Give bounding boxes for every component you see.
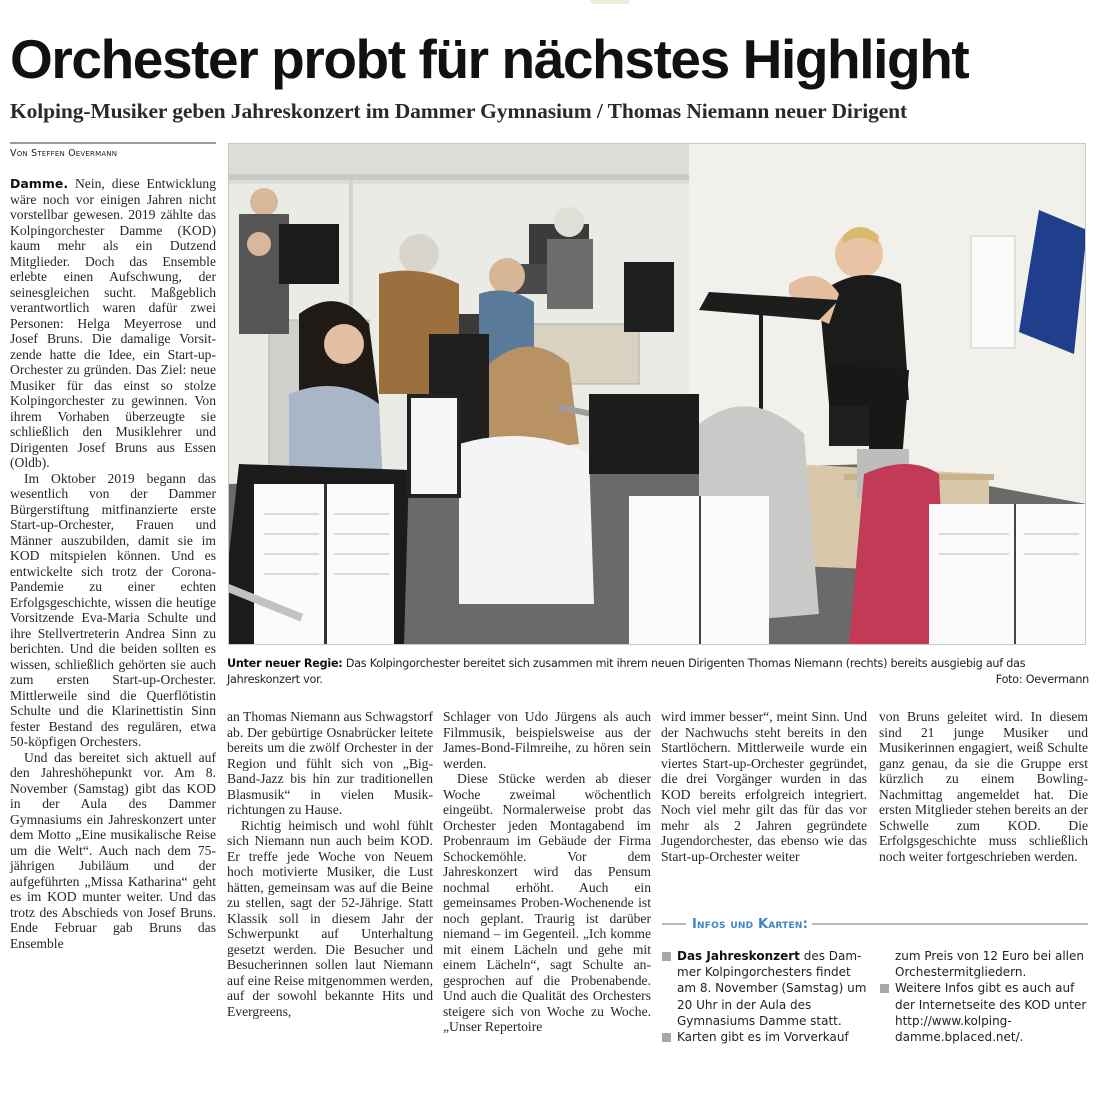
- paragraph: Diese Stücke werden ab dieser Woche zweimal wöchentlich eingeübt. Normalerweise probt das Orchester jeden Montagabend im Probenraum im Gebäude der Firma Schockemöhle. Vor dem Jahreskonzert wird das Pensum nochmal erhöht. Auch ein gemeinsames Proben-Wochenende ist noch geplant. Traurig ist darüber niemand – im Gegenteil. „Ich komme mit einem Lächeln und gehe mit einem Lächeln“, sagt Schulte angesprochen auf die Probenabende. Und auch die Qualität des Orchesters steigere sich von Woche zu Woche. „Unser Repertoire: [443, 771, 651, 1034]
- square-bullet-icon: [880, 984, 889, 993]
- subheadline: Kolping-Musiker geben Jahreskonzert im Dammer Gymnasium / Thomas Niemann neuer Dirigent: [10, 99, 908, 123]
- paragraph: Schlager von Udo Jürgens als auch Filmmusik, beispielsweise aus der James-Bond-Filmreihe, zu hören sein werden.: [443, 709, 651, 771]
- rehearsal-photo-illustration: [229, 144, 1086, 645]
- paragraph: von Bruns geleitet wird. In diesem sind 21 junge Musiker und Musikerinnen engagiert, weiß Schulte ganz genau, da sie die Gruppe erst kürzlich zu einem Bowling-Nachmittag angemeldet hat. Die ersten Mitglieder stehen bereits an der Schwelle zum KOD. Die Erfolgsgeschichte muss schließlich noch weiter fortgeschrieben werden.: [879, 709, 1088, 864]
- info-item-text: Weitere Infos gibt es auch auf der Internetseite des KOD unter http://www.kolping-damme.bplaced.net/.: [895, 981, 1087, 1045]
- square-bullet-icon: [662, 952, 671, 961]
- headline: Orchester probt für nächstes Highlight: [10, 28, 969, 90]
- info-item: [662, 1029, 868, 1045]
- info-item-text: des Dammer Kolpingorchesters findet am 8. November (Samstag) um 20 Uhr in der Aula des Gymnasiums Damme statt.: [677, 949, 867, 1028]
- paragraph: wird immer besser“, meint Sinn. Und der Nachwuchs steht bereits in den Startlöchern. Mittlerweile wurde ein viertes Start-up-Orchester gegründet, die drei Vorgänger wurden in das KOD bereits erfolgreich integriert. Noch viel mehr gilt das für das vor mehr als 2 Jahren gegründete Jugendorchester, das ebenso wie das Start-up-Orchester weiter: [661, 709, 867, 864]
- info-item: [880, 980, 1088, 1045]
- article-photo: [228, 143, 1086, 645]
- caption-lead: Unter neuer Regie:: [227, 657, 343, 670]
- info-box: [662, 912, 1088, 1045]
- info-item-bold: Das Jahreskonzert: [677, 949, 800, 963]
- paragraph-text: Nein, diese Entwicklung wäre noch vor einigen Jahren nicht vorstellbar gewesen. 2019 zählte das Kolpingorchester Damme (KOD) kaum mehr als ein Dutzend Mitglieder. Doch das Ensemble erlebte einen Aufschwung, der seinesgleichen sucht. Maßgeblich verantwortlich waren dafür zwei Personen: Helga Meyerrose und Josef Bruns. Die damalige Vorsitzende hatte die Idee, ein Start-up-Orchester zu gründen. Das Ziel: neue Musiker für das einst so stolze Kolpingorchester zu gewinnen. Von ihrem Vorhaben überzeugte sie schließlich den Musiklehrer und Dirigenten Josef Bruns aus Essen (Oldb).: [10, 176, 216, 470]
- paragraph: Und das bereitet sich aktuell auf den Jahreshöhepunkt vor. Am 8. November (Samstag) gibt das KOD in der Aula des Dammer Gymnasiums ein Jahreskonzert unter dem Motto „Eine musikalische Reise um die Welt“. Auch nach dem 75-jährigen Jubiläum und der aufgeführten „Missa Katharina“ geht es im KOD munter weiter. Und das trotz des Abschieds von Josef Bruns. Ende Februar gab Bruns das Ensemble: [10, 749, 216, 951]
- article-column-4: [661, 709, 867, 864]
- square-bullet-icon: [662, 1033, 671, 1042]
- byline: Von Steffen Oevermann: [10, 148, 118, 159]
- info-column-right: [880, 948, 1088, 1045]
- paragraph: Richtig heimisch und wohl fühlt sich Niemann nun auch beim KOD. Er treffe jede Woche von Neuem hoch motivierte Musiker, die Lust hätten, gemeinsam was auf die Beine zu stellen, sagt der 52-Jährige. Statt Klassik soll in diesem Jahr der Schwerpunkt auf Unterhaltung gesetzt werden. Die Besucher und Besucherinnen sollen laut Niemann auf eine Reise mitgenommen werden, auf der sowohl bekannte Hits und Evergreens,: [227, 817, 433, 1019]
- article-column-5: [879, 709, 1088, 864]
- article-column-1: [10, 176, 216, 951]
- byline-divider: [10, 142, 216, 144]
- paragraph: Im Oktober 2019 begann das wesentlich von der Dammer Bürgerstiftung mitfinanzierte erste Start-up-Orchester, Frauen und Männer auszubilden, damit sie im KOD mitspielen können. Und es entwickelte sich trotz der Corona-Pandemie zu einer echten Erfolgsgeschichte, wissen die heutige Vorsitzende Eva-Maria Schulte und ihre Stellvertreterin Andrea Sinn zu berichten. Und die beiden sollten es wissen, schließlich gehörten sie auch zum ersten Start-up-Orchester. Mittlerweile sind die Querflötistin Schulte und die Klarinettistin Sinn fester Bestand des regulären, etwa 50-köpfigen Orchesters.: [10, 470, 216, 749]
- info-rule-left: [662, 923, 686, 925]
- photo-caption: [227, 656, 1089, 688]
- caption-text: Das Kolpingorchester bereitet sich zusammen mit ihrem neuen Dirigenten Thomas Niemann (rechts) bereits ausgiebig auf das Jahreskonzert vor.: [227, 657, 1026, 686]
- info-column-left: [662, 948, 868, 1045]
- info-rule-right: [812, 923, 1088, 925]
- photo-credit: Foto: Oevermann: [995, 673, 1089, 686]
- info-box-title: Infos und Karten:: [692, 916, 808, 932]
- article-column-2: [227, 709, 433, 1019]
- page-top-mark: [590, 0, 630, 4]
- article-column-3: [443, 709, 651, 1035]
- paragraph: an Thomas Niemann aus Schwagstorf ab. Der gebürtige Osnabrücker leitete bereits um die zwölf Orchester in der Region und fühlt sich von „Big-Band-Jazz bis hin zur traditionellen Blasmusik“ in vielen Musikrichtungen zu Hause.: [227, 709, 433, 817]
- info-item: [662, 948, 868, 1029]
- info-item-text: Karten gibt es im Vorverkauf: [677, 1030, 849, 1045]
- info-item-continuation: zum Preis von 12 Euro bei allen Orchestermitgliedern.: [895, 949, 1085, 980]
- paragraph: [10, 176, 216, 471]
- info-box-header: [662, 912, 1088, 936]
- dateline: Damme.: [10, 176, 69, 191]
